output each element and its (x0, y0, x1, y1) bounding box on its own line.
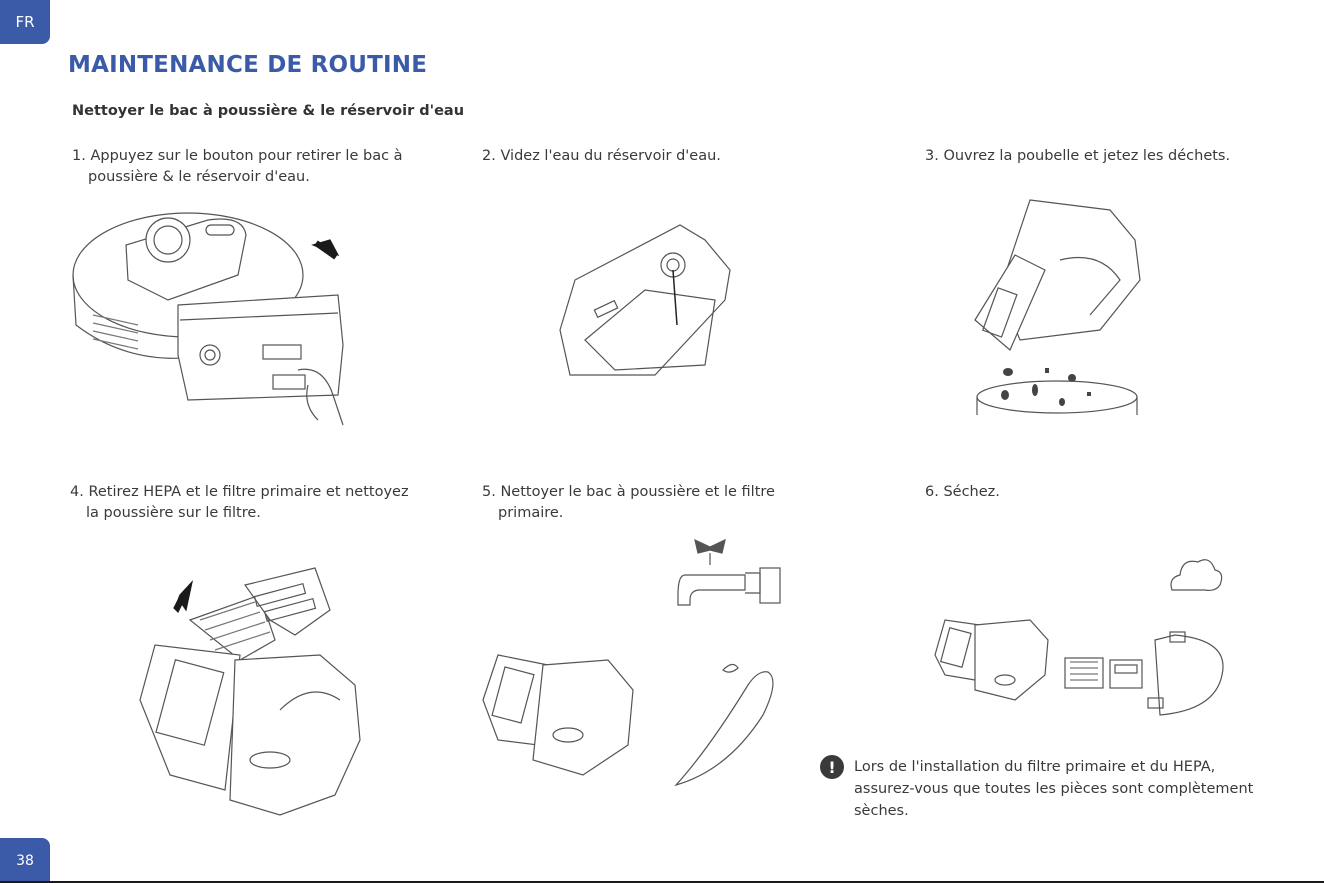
step-5-text-line1: Nettoyer le bac à poussière et le filtre (500, 484, 775, 500)
note-line-3: sèches. (854, 803, 909, 819)
exclamation-icon: ! (820, 755, 844, 779)
step-5-number: 5. (482, 484, 496, 500)
step-5 (482, 482, 775, 524)
page-number: 38 (0, 838, 50, 883)
step-5-text-line2: primaire. (498, 505, 564, 521)
page-title: MAINTENANCE DE ROUTINE (68, 52, 428, 78)
step-3 (925, 146, 1230, 167)
step-2-text-line1: Videz l'eau du réservoir d'eau. (500, 148, 721, 164)
step-1-text-line1: Appuyez sur le bouton pour retirer le bac à (90, 148, 403, 164)
step-3-number: 3. (925, 148, 939, 164)
step-4-number: 4. (70, 484, 84, 500)
brush-icon (668, 660, 783, 790)
step-6 (925, 482, 1000, 503)
clean-dustbin-illustration (478, 645, 643, 780)
step-4-text-line2: la poussière sur le filtre. (86, 505, 261, 521)
drying-parts-illustration (930, 540, 1230, 720)
step-1-text-line2: poussière & le réservoir d'eau. (88, 169, 310, 185)
step-2 (482, 146, 721, 167)
note-text (854, 756, 1254, 822)
step-3-text-line1: Ouvrez la poubelle et jetez les déchets. (943, 148, 1231, 164)
note-line-2: assurez-vous que toutes les pièces sont complètement (854, 781, 1254, 797)
robot-remove-dustbin-illustration (68, 205, 358, 430)
water-tank-illustration (555, 210, 745, 390)
language-tab: FR (0, 0, 50, 44)
empty-dustbin-illustration (960, 190, 1150, 420)
step-6-text-line1: Séchez. (943, 484, 1000, 500)
section-subtitle: Nettoyer le bac à poussière & le réservoir d'eau (72, 103, 465, 119)
step-6-number: 6. (925, 484, 939, 500)
cloud-icon (1171, 560, 1222, 591)
step-2-number: 2. (482, 148, 496, 164)
faucet-illustration (670, 535, 782, 610)
note-line-1: Lors de l'installation du filtre primaire et du HEPA, (854, 759, 1216, 775)
step-4-text-line1: Retirez HEPA et le filtre primaire et nettoyez (88, 484, 409, 500)
step-4 (70, 482, 409, 524)
step-1-number: 1. (72, 148, 86, 164)
arrow-icon (174, 582, 192, 612)
filter-removal-illustration (130, 560, 365, 825)
step-1 (72, 146, 403, 188)
